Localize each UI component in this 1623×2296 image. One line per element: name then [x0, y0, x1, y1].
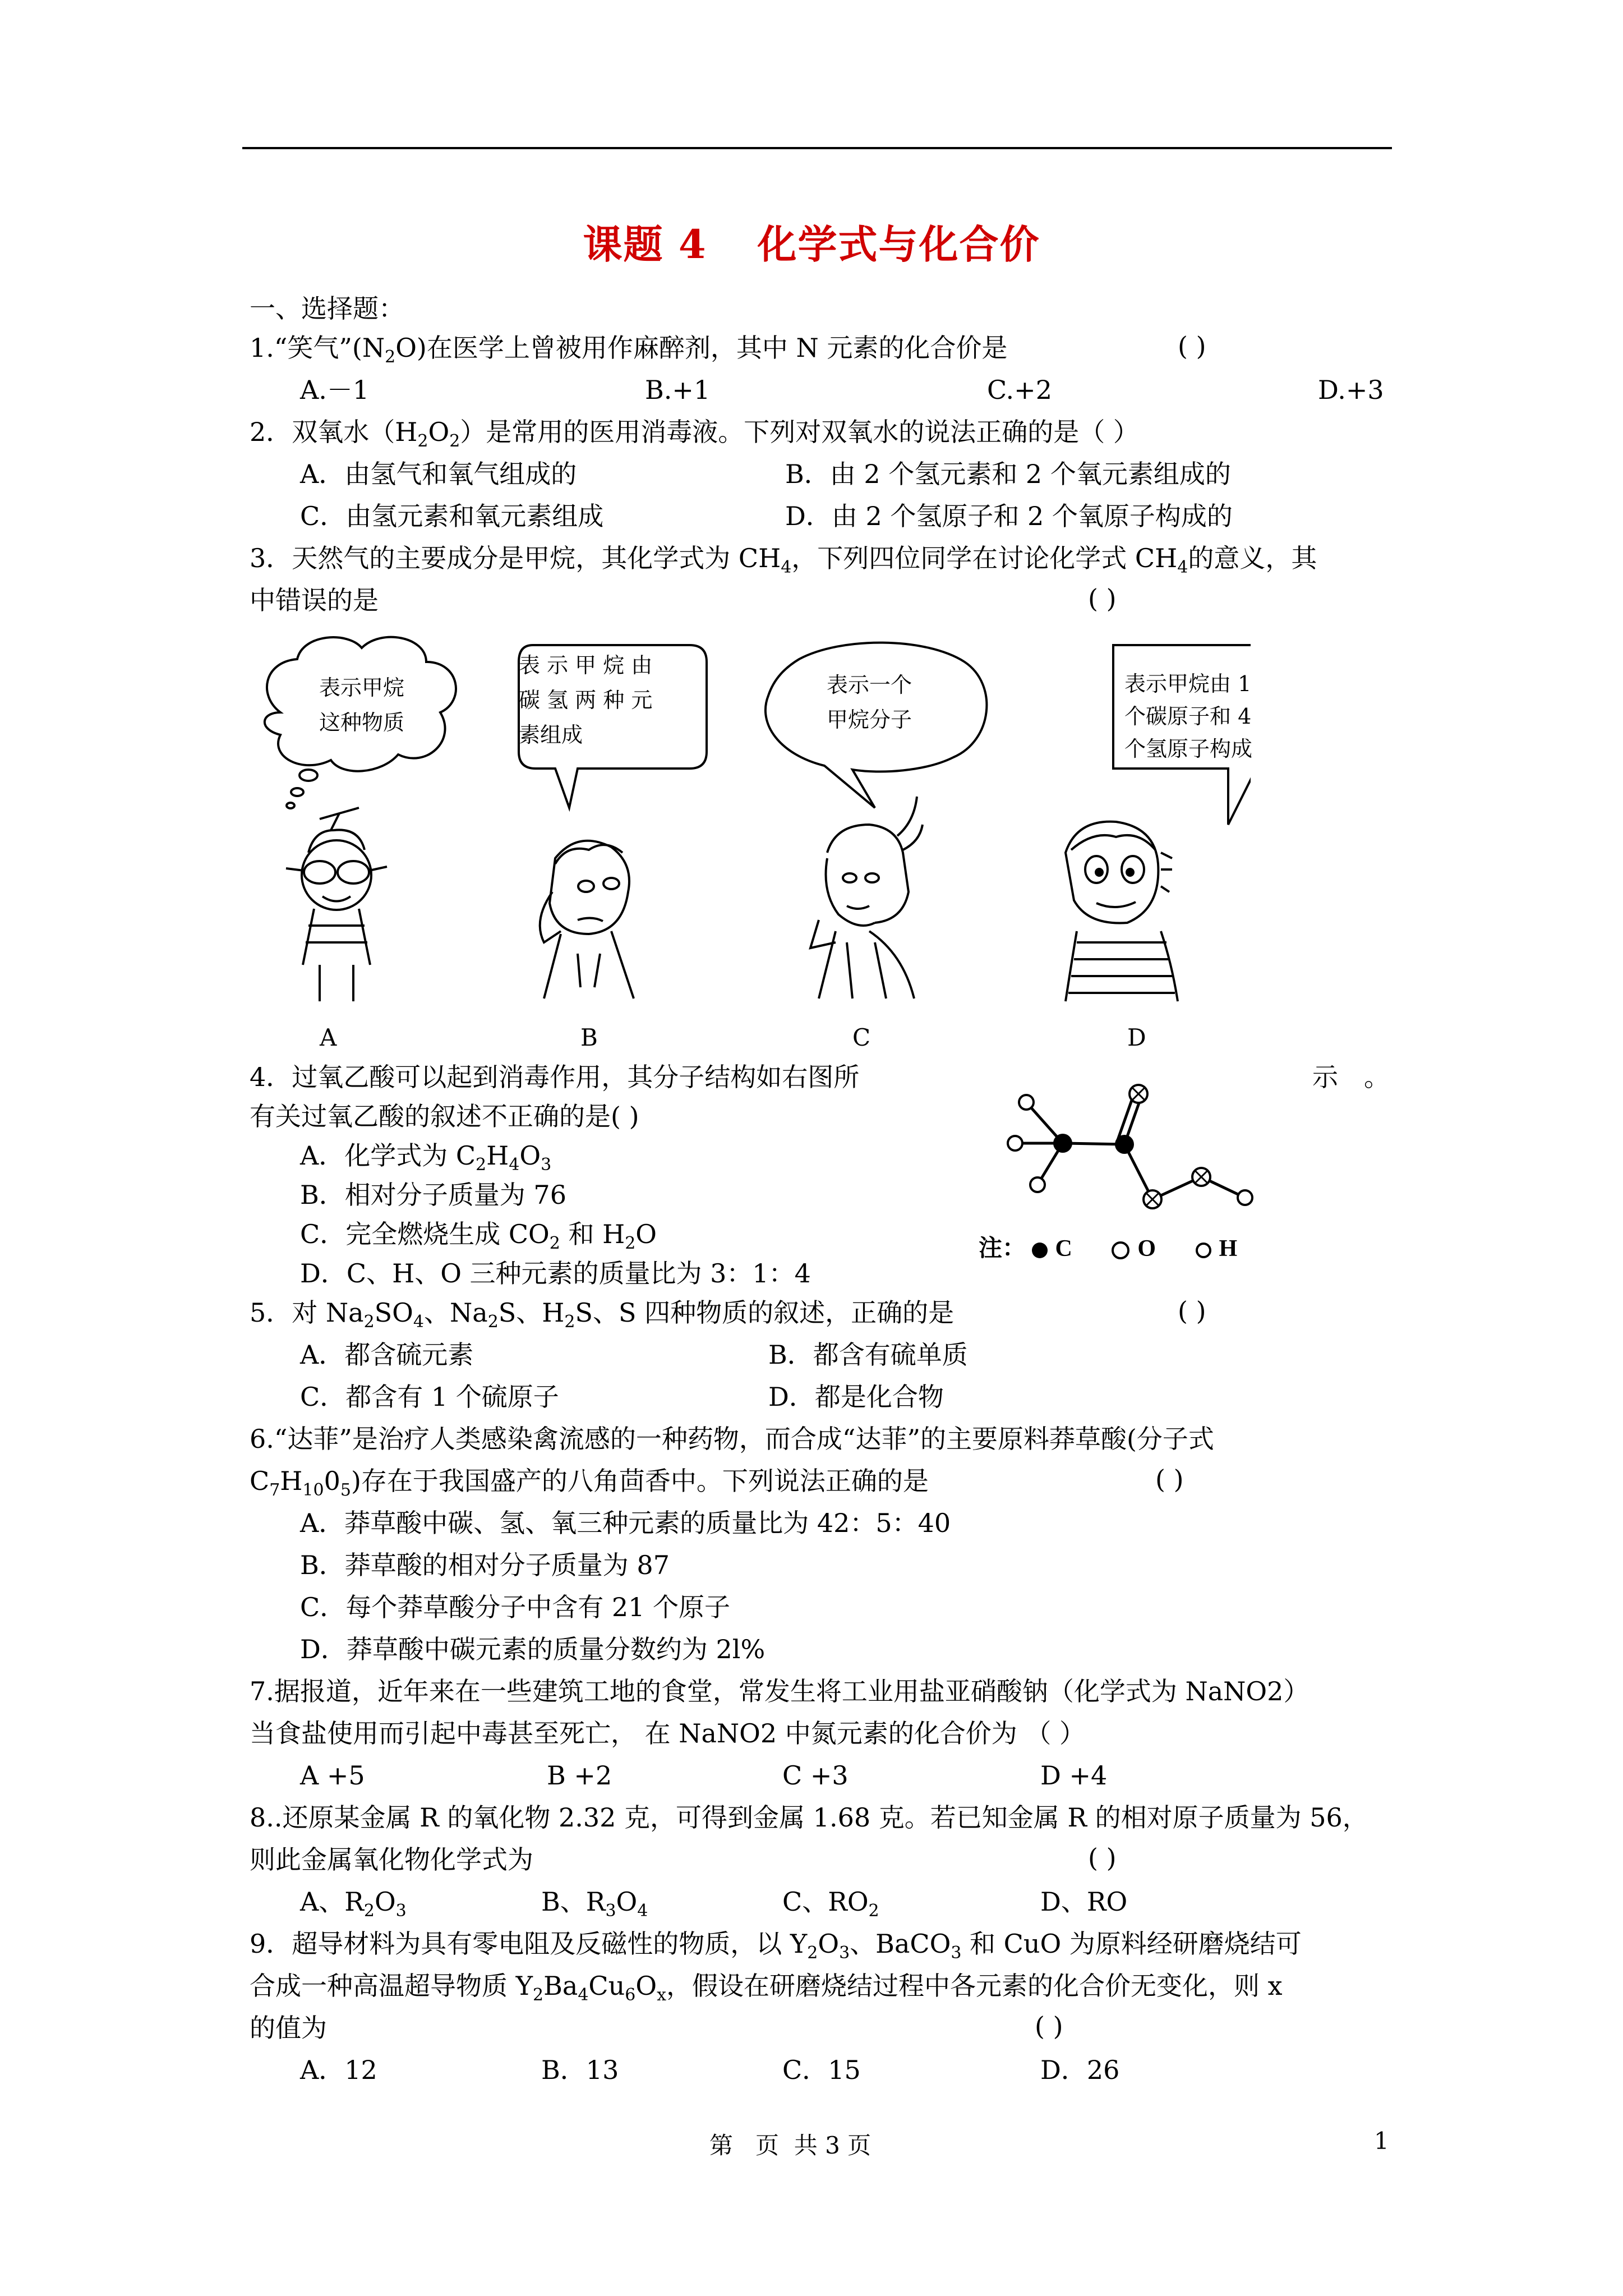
label-a: A — [320, 1024, 337, 1051]
student-figure-a — [286, 808, 387, 1001]
oxygen-legend-dot — [1112, 1241, 1129, 1259]
q9-answer-paren: ( ) — [1035, 2011, 1063, 2041]
section-heading: 一、选择题： — [250, 293, 404, 324]
student-figure-c — [810, 797, 923, 999]
q6-option-d: D．莽草酸中碳元素的质量分数约为 2l% — [300, 1634, 766, 1664]
q6-stem-line1: 6.“达菲”是治疗人类感染禽流感的一种药物，而合成“达菲”的主要原料莽草酸(分子式 — [250, 1424, 1214, 1454]
q7-option-c: C +3 — [782, 1760, 849, 1791]
q9-option-d: D．26 — [1040, 2055, 1120, 2085]
q6-option-a: A．莽草酸中碳、氢、氧三种元素的质量比为 42：5：40 — [300, 1508, 951, 1538]
q5-option-c: C．都含有 1 个硫原子 — [300, 1382, 559, 1412]
q4-option-b: B．相对分子质量为 76 — [300, 1180, 566, 1210]
q2-stem: 2．双氧水$(H_2O_2)$是常用的医用消毒液。下列对双氧水的说法正确的是（ ） — [250, 417, 1139, 451]
label-c: C — [852, 1024, 871, 1051]
q8-answer-paren: ( ) — [1088, 1843, 1117, 1873]
q6-answer-paren: ( ) — [1155, 1464, 1184, 1494]
student-figure-d — [1066, 822, 1178, 1001]
q5-stem: 5．对 $Na_2SO_4$、$Na_2S$、$H_2S$、S 四种物质的叙述，正确的是 — [250, 1297, 955, 1332]
bubble-a-text: 表示甲烷 这种物质 — [319, 675, 404, 735]
q9-option-a: A．12 — [300, 2055, 377, 2085]
q1-option-d: D.+3 — [1318, 375, 1384, 405]
student-figure-b — [540, 841, 634, 999]
q7-stem-line2: 当食盐使用而引起中毒甚至死亡， 在 NaNO2 中氮元素的化合价为 （ ） — [250, 1718, 1086, 1749]
title-prefix: 课题 4 — [583, 221, 707, 268]
q2-option-c: C．由氢元素和氧元素组成 — [300, 501, 604, 531]
q1-answer-paren: ( ) — [1178, 331, 1206, 361]
q9-stem-line2: 合成一种高温超导物质 $Y_2Ba_4Cu_6O_x$，假设在研磨烧结过程中各元素的化合价无变化，则 x — [250, 1971, 1283, 2005]
carbon-legend-dot — [1032, 1243, 1048, 1258]
q9-stem-line3: 的值为 — [250, 2013, 327, 2043]
q8-option-b: B、$R_3O_4$ — [541, 1887, 648, 1921]
bubble-d-text: 表示甲烷由 1 个碳原子和 4 个氢原子构成 — [1124, 671, 1253, 761]
q1-option-c: C.+2 — [987, 375, 1052, 405]
q7-option-b: B +2 — [547, 1760, 612, 1791]
q8-option-c: C、$RO_2$ — [782, 1887, 879, 1921]
label-d: D — [1127, 1024, 1146, 1051]
q5-answer-paren: ( ) — [1178, 1296, 1206, 1326]
q6-option-c: C．每个莽草酸分子中含有 21 个原子 — [300, 1592, 730, 1622]
hydrogen-legend-dot — [1196, 1243, 1211, 1258]
q2-option-d: D．由 2 个氢原子和 2 个氧原子构成的 — [785, 501, 1233, 531]
q1-option-a: A.－1 — [300, 375, 370, 405]
footer-page-info: 第 页 共 3 页 — [709, 2132, 872, 2159]
title-main: 化学式与化合价 — [757, 221, 1040, 268]
q3-stem-line2: 中错误的是 — [250, 585, 379, 615]
q6-stem-line2: $C_7H_{10}0_5$)存在于我国盛产的八角茴香中。下列说法正确的是 — [250, 1466, 929, 1500]
q3-stem-line1: 3．天然气的主要成分是甲烷，其化学式为 $CH_4$，下列四位同学在讨论化学式 $CH_4$的意义，其 — [250, 543, 1317, 577]
q6-option-b: B．莽草酸的相对分子质量为 87 — [300, 1550, 670, 1580]
q8-option-a: A、$R_2O_3$ — [300, 1887, 407, 1921]
label-b: B — [580, 1024, 598, 1051]
q2-option-b: B．由 2 个氢元素和 2 个氧元素组成的 — [785, 459, 1231, 489]
q7-option-d: D +4 — [1040, 1760, 1108, 1791]
q9-option-b: B．13 — [541, 2055, 619, 2085]
q8-stem-line2: 则此金属氧化物化学式为 — [250, 1844, 533, 1875]
q4-option-a: A．化学式为 $C_2H_4O_3$ — [300, 1140, 552, 1175]
q9-stem-line1: 9．超导材料为具有零电阻及反磁性的物质，以 $Y_2O_3$、BaCO$_3$ 和 CuO 为原料经研磨烧结可 — [250, 1929, 1302, 1963]
molecule-legend: 注： C O H — [979, 1236, 1238, 1262]
q4-stem-line2: 有关过氧乙酸的叙述不正确的是( ) — [250, 1101, 639, 1131]
q4-option-c: C．完全燃烧生成 $CO_2$ 和 $H_2O$ — [300, 1219, 657, 1253]
bubble-c-text: 表示一个 甲烷分子 — [826, 673, 912, 732]
q5-option-d: D．都是化合物 — [768, 1382, 944, 1412]
q5-option-a: A．都含硫元素 — [300, 1340, 474, 1370]
q4-option-d: D．C、H、O 三种元素的质量比为 3：1：4 — [300, 1258, 811, 1289]
q2-option-a: A．由氢气和氧气组成的 — [300, 459, 577, 489]
q1-option-b: B.+1 — [645, 375, 711, 405]
q3-answer-paren: ( ) — [1088, 583, 1117, 614]
q1-stem: 1.“笑气$”(N_2O)$在医学上曾被用作麻醉剂，其中 N 元素的化合价是 — [250, 333, 1008, 367]
q4-stem-line1-end: 示 。 — [1312, 1062, 1390, 1092]
header-rule — [242, 147, 1392, 149]
q4-stem-line1: 4．过氧乙酸可以起到消毒作用，其分子结构如右图所 — [250, 1062, 860, 1092]
q7-option-a: A +5 — [300, 1760, 365, 1791]
q5-option-b: B．都含有硫单质 — [768, 1340, 968, 1370]
q8-option-d: D、RO — [1040, 1887, 1128, 1917]
q9-option-c: C．15 — [782, 2055, 861, 2085]
bubble-b-text: 表 示 甲 烷 由 碳 氢 两 种 元 素组成 — [519, 653, 653, 747]
q8-stem-line1: 8..还原某金属 R 的氧化物 2.32 克，可得到金属 1.68 克。若已知金属 R 的相对原子质量为 56， — [250, 1802, 1368, 1833]
q7-stem-line1: 7.据报道，近年来在一些建筑工地的食堂，常发生将工业用盐亚硝酸钠（化学式为 NaNO2） — [250, 1676, 1310, 1706]
footer-page-number: 1 — [1374, 2127, 1389, 2155]
page-title — [0, 213, 1623, 270]
